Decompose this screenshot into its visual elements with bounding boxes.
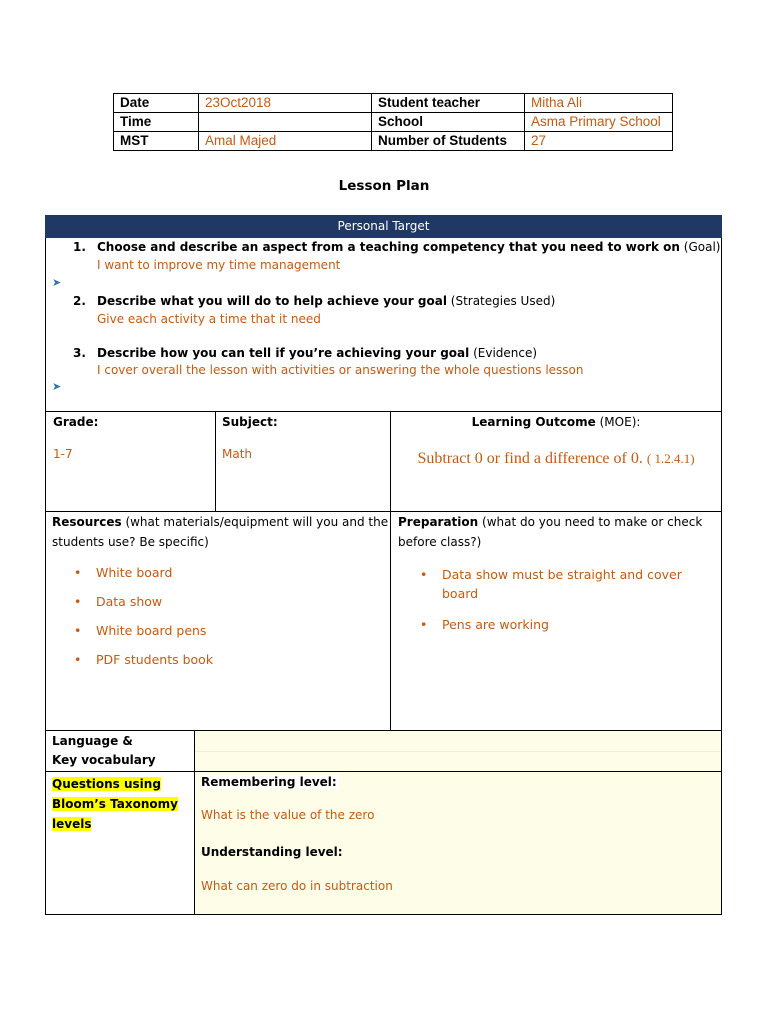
- subject-label: Subject:: [222, 415, 278, 429]
- language-label: Language & Key vocabulary: [52, 734, 156, 767]
- resources-cell: [45, 511, 391, 731]
- blooms-questions-cell: [194, 771, 722, 915]
- time-value: [199, 113, 372, 132]
- info-row: [114, 113, 673, 132]
- student-teacher-value: Mitha Ali: [525, 94, 673, 113]
- blooms-label-cell: [45, 771, 195, 915]
- num-students-label: Number of Students: [372, 132, 525, 151]
- grade-value: 1-7: [53, 447, 73, 461]
- remembering-value: What is the value of the zero: [201, 808, 375, 822]
- list-item: • Pens are working: [420, 617, 549, 632]
- language-label-cell: [45, 730, 195, 772]
- list-item: • PDF students book: [74, 652, 214, 667]
- subject-value: Math: [222, 447, 253, 461]
- list-item: • Data show must be straight and cover board: [420, 567, 682, 601]
- learning-outcome-label: Learning Outcome (MOE):: [471, 415, 641, 429]
- mst-label: MST: [114, 132, 199, 151]
- preparation-cell: [390, 511, 722, 731]
- num-students-value: 27: [525, 132, 673, 151]
- resources-list: [70, 565, 370, 667]
- grade-label: Grade:: [53, 415, 99, 429]
- list-item: • White board pens: [74, 623, 207, 638]
- personal-target-header: Personal Target: [45, 215, 722, 238]
- strategies-answer: Give each activity a time that it need: [97, 312, 321, 326]
- remembering-label: Remembering level:: [201, 775, 337, 789]
- time-label: Time: [114, 113, 199, 132]
- preparation-list: [416, 565, 701, 634]
- evidence-question: 3. Describe how you can tell if you’re achieving your goal (Evidence): [73, 346, 538, 360]
- learning-outcome-cell: [390, 411, 722, 512]
- evidence-answer: I cover overall the lesson with activities or answering the whole questions lesson: [97, 363, 584, 377]
- list-item: • White board: [74, 565, 173, 580]
- lesson-info-table: [113, 93, 673, 151]
- school-value: Asma Primary School: [525, 113, 673, 132]
- date-value: 23Oct2018: [199, 94, 372, 113]
- page-title: Lesson Plan: [338, 178, 430, 194]
- goal-question: 1. Choose and describe an aspect from a teaching competency that you need to work on (Goal): [73, 240, 721, 254]
- blooms-label: Questions using Bloom’s Taxonomy levels: [52, 777, 178, 831]
- understanding-label: Understanding level:: [201, 845, 343, 859]
- preparation-label: Preparation (what do you need to make or check before class?): [398, 515, 703, 549]
- grade-cell: [45, 411, 216, 512]
- language-vocabulary-field: [194, 730, 722, 772]
- school-label: School: [372, 113, 525, 132]
- arrow-bullet-icon: ➤: [52, 380, 62, 393]
- info-row: [114, 94, 673, 113]
- strategies-question: 2. Describe what you will do to help achieve your goal (Strategies Used): [73, 294, 556, 308]
- mst-value: Amal Majed: [199, 132, 372, 151]
- list-item: • Data show: [74, 594, 163, 609]
- understanding-value: What can zero do in subtraction: [201, 879, 393, 893]
- lesson-plan-form: [45, 215, 722, 915]
- learning-outcome-value: Subtract 0 or find a difference of 0. ( 1.2.4.1): [417, 450, 695, 467]
- resources-label: Resources (what materials/equipment will you and the students use? Be specific): [52, 515, 389, 549]
- subject-cell: [215, 411, 391, 512]
- goal-answer: I want to improve my time management: [97, 258, 341, 272]
- info-row: [114, 132, 673, 151]
- date-label: Date: [114, 94, 199, 113]
- arrow-bullet-icon: ➤: [52, 276, 62, 289]
- student-teacher-label: Student teacher: [372, 94, 525, 113]
